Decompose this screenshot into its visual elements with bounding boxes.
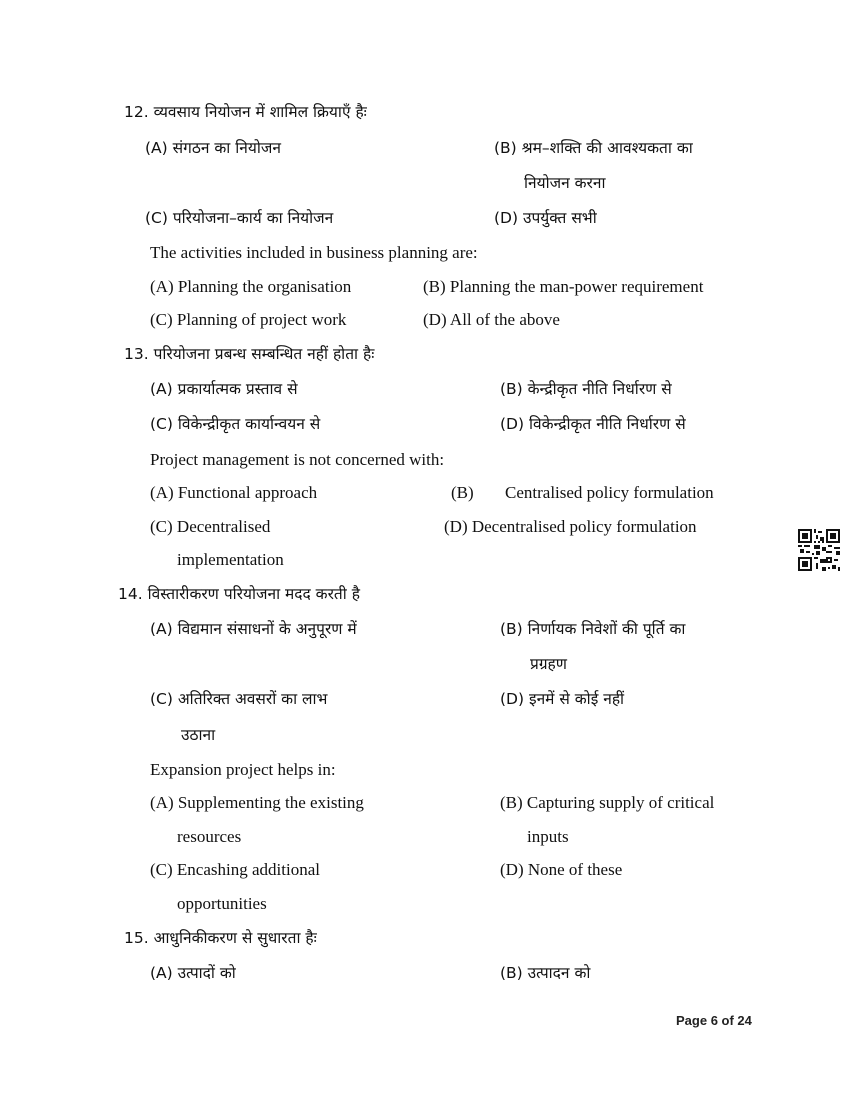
q12-option-d-hindi: (D) उपर्युक्त सभी [494,209,597,227]
q14-option-b-hindi-cont: प्रग्रहण [530,655,567,673]
q13-stem-english: Project management is not concerned with: [150,450,445,469]
q13-option-d-hindi: (D) विकेन्द्रीकृत नीति निर्धारण से [500,415,686,433]
q13-stem-hindi: 13. परियोजना प्रबन्ध सम्बन्धित नहीं होता हैः [124,345,375,363]
q14-stem-english: Expansion project helps in: [150,760,336,779]
q12-option-b-english: (B) Planning the man-power requirement [423,277,704,296]
q15-option-b-hindi: (B) उत्पादन को [500,964,591,982]
q14-option-c-hindi: (C) अतिरिक्त अवसरों का लाभ [150,690,328,708]
q14-option-b-english: (B) Capturing supply of critical [500,793,715,812]
q14-option-a-english: (A) Supplementing the existing [150,793,364,812]
q13-option-b-english: Centralised policy formulation [505,483,714,502]
q15-option-a-hindi: (A) उत्पादों को [150,964,236,982]
q15-stem-hindi: 15. आधुनिकीकरण से सुधारता हैः [124,929,317,947]
page-number [676,1013,752,1028]
q12-option-b-hindi: (B) श्रम–शक्ति की आवश्यकता का [494,139,693,157]
q14-option-b-english-cont: inputs [527,827,569,846]
q13-option-d-english: (D) Decentralised policy formulation [444,517,697,536]
q13-option-a-hindi: (A) प्रकार्यात्मक प्रस्ताव से [150,380,298,398]
qr-code-icon [798,529,840,571]
q13-option-c-english: (C) Decentralised [150,517,271,536]
q12-option-a-english: (A) Planning the organisation [150,277,352,296]
q13-option-b-english-label: (B) [451,483,474,502]
page-number-current: 6 [710,1013,718,1028]
q12-option-b-hindi-cont: नियोजन करना [524,174,606,192]
q14-option-a-hindi: (A) विद्यमान संसाधनों के अनुपूरण में [150,620,357,638]
q14-option-a-english-cont: resources [177,827,242,846]
q12-option-c-hindi: (C) परियोजना–कार्य का नियोजन [145,209,334,227]
q14-option-b-hindi: (B) निर्णायक निवेशों की पूर्ति का [500,620,686,638]
q14-stem-hindi: 14. विस्तारीकरण परियोजना मदद करती है [118,585,360,603]
q12-option-a-hindi: (A) संगठन का नियोजन [145,139,281,157]
q14-option-d-english: (D) None of these [500,860,623,879]
q14-option-d-hindi: (D) इनमें से कोई नहीं [500,690,625,708]
q13-option-b-hindi: (B) केन्द्रीकृत नीति निर्धारण से [500,380,672,398]
q14-option-c-english: (C) Encashing additional [150,860,320,879]
page-number-total: 24 [737,1013,752,1028]
q14-option-c-english-cont: opportunities [177,894,267,913]
q13-option-a-english: (A) Functional approach [150,483,318,502]
q12-option-c-english: (C) Planning of project work [150,310,347,329]
page-number-prefix: Page [676,1013,711,1028]
q12-stem-english: The activities included in business planning are: [150,243,478,262]
q13-option-c-english-cont: implementation [177,550,284,569]
q12-option-d-english: (D) All of the above [423,310,560,329]
page-number-mid: of [717,1013,738,1028]
q14-option-c-hindi-cont: उठाना [181,726,216,744]
q13-option-c-hindi: (C) विकेन्द्रीकृत कार्यान्वयन से [150,415,321,433]
q12-stem-hindi: 12. व्यवसाय नियोजन में शामिल क्रियाएँ हैः [124,103,367,121]
